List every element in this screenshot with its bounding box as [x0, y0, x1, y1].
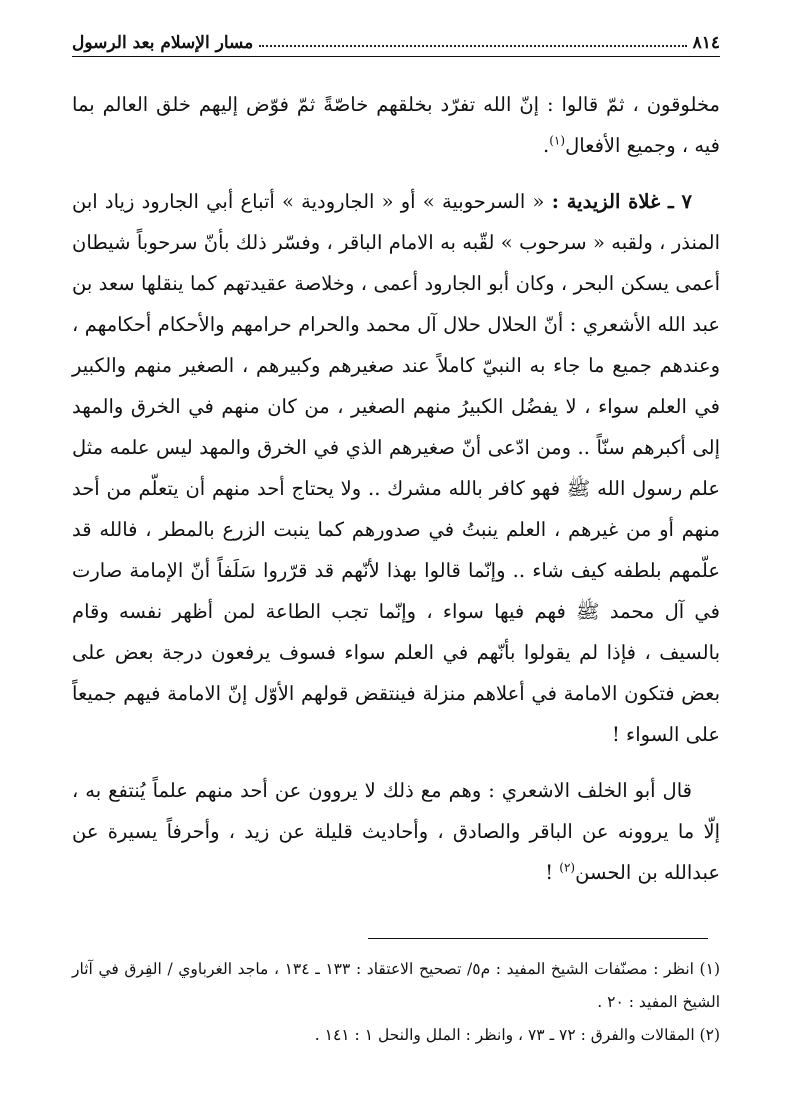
footnote-divider — [368, 938, 708, 939]
section-heading: ٧ ـ غلاة الزيدية : — [551, 190, 692, 213]
paragraph-2-text: « السرحوبية » أو « الجارودية » أتباع أبي الجارود زياد ابن المنذر ، ولقبه « سرحوب » لقّبه به الامام الباقر ، وفسّر ذلك بأنّ سرحوباً شيطان أعمى يسكن البحر ، وكان أبو الجارود أعمى ، وخلاصة عقيدتهم كما ينقلها سعد بن عبد الله الأشعري : أنّ الحلال حلال آل محمد والحرام حرامهم والأحكام أحكامهم ، وعندهم جميع ما جاء به النبيّ كاملاً عند صغيرهم وكبيرهم ، الصغير منهم والكبير في العلم سواء ، لا يفضُل الكبيرُ منهم الصغير ، من كان منهم في الخرق والمهد إلى أكبرهم سنّاً .. ومن ادّعى أنّ صغيرهم الذي في الخرق والمهد ليس علمه مثل علم رسول الله ﷺ فهو كافر بالله مشرك .. ولا يحتاج أحد منهم أن يتعلّم من أحد منهم أو من غيرهم ، العلم ينبتُ في صدورهم كما ينبت الزرع بالمطر ، فالله قد علّمهم بلطفه كيف شاء .. وإنّما قالوا بهذا لأنّهم قد قرّروا سَلَفاً أنّ الإمامة صارت في آل محمد ﷺ فهم فيها سواء ، وإنّما تجب الطاعة لمن أظهر نفسه وقام بالسيف ، فإذا لم يقولوا بأنّهم في العلم سواء فسوف يرفعون درجة بعض على بعض فتكون الامامة في أعلاهم منزلة فينتقض قولهم الأوّل إنّ الامامة فيهم جميعاً على السواء ! — [72, 190, 720, 746]
footnotes — [72, 953, 720, 1052]
paragraph-1 — [72, 84, 720, 166]
footnote-ref-2: (٢) — [559, 860, 576, 875]
paragraph-1-text: مخلوقون ، ثمّ قالوا : إنّ الله تفرّد بخلقهم خاصّةً ثمّ فوّض إليهم خلق العالم بما فيه ، وجميع الأفعال — [72, 93, 720, 157]
page-header — [72, 26, 720, 57]
footnote-ref-1: (١) — [549, 133, 566, 148]
page-number: ٨١٤ — [692, 33, 720, 53]
body-text — [72, 84, 720, 893]
paragraph-1-end: . — [543, 134, 550, 157]
paragraph-3-text: قال أبو الخلف الاشعري : وهم مع ذلك لا يروون عن أحد منهم علماً يُنتفع به ، إلّا ما يروونه عن الباقر والصادق ، وأحاديث قليلة عن زيد ، وأحرفاً يسيرة عن عبدالله بن الحسن — [72, 779, 720, 884]
paragraph-3 — [72, 770, 720, 893]
header-dotted-leader — [259, 45, 686, 47]
paragraph-2 — [72, 181, 720, 755]
footnote-1: (١) انظر : مصنّفات الشيخ المفيد : م٥/ تصحيح الاعتقاد : ١٣٣ ـ ١٣٤ ، ماجد الغرباوي / الفِرق في آثار الشيخ المفيد : ٢٠ . — [72, 960, 720, 1011]
paragraph-3-end: ! — [545, 861, 560, 884]
running-title: مسار الإسلام بعد الرسول — [72, 33, 254, 53]
footnote-2: (٢) المقالات والفرق : ٧٢ ـ ٧٣ ، وانظر : الملل والنحل ١ : ١٤١ . — [314, 1026, 720, 1044]
